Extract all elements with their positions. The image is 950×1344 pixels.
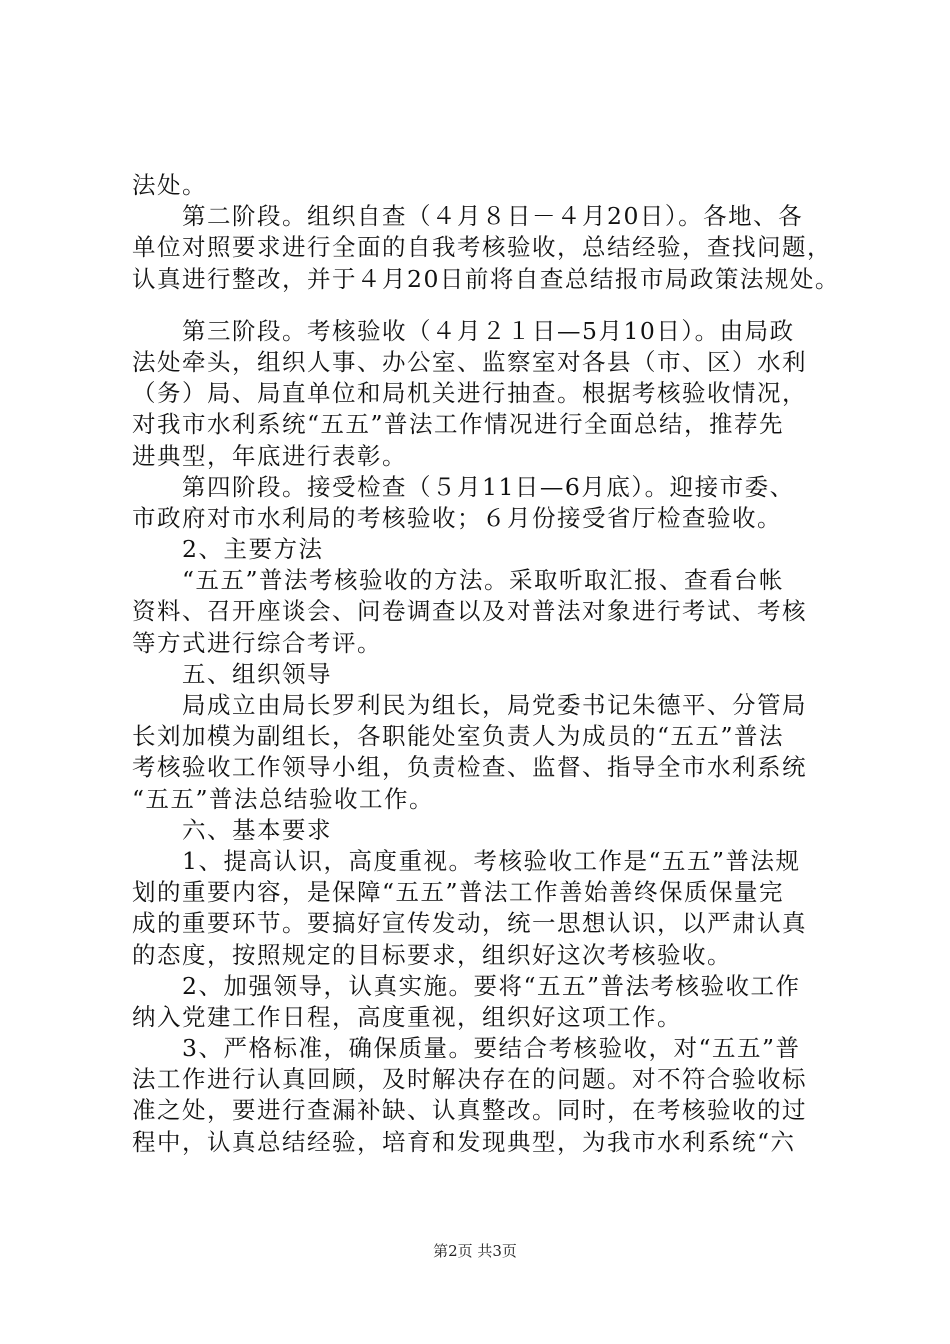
text-line: 六、基本要求 [132,815,332,844]
text-line: “五五”普法考核验收的方法。采取听取汇报、查看台帐 [132,566,785,595]
text-line: 2、加强领导，认真实施。要将“五五”普法考核验收工作 [132,971,801,1000]
text-line: 五、组织领导 [132,659,332,688]
text-line: 法处牵头，组织人事、办公室、监察室对各县（市、区）水利 [132,347,807,376]
text-line: 准之处，要进行查漏补缺、认真整改。同时，在考核验收的过 [132,1096,807,1125]
text-block-2 [132,316,832,1158]
text-line: 第二阶段。组织自查（４月８日－４月20日）。各地、各 [132,202,804,231]
text-line: 进典型，年底进行表彰。 [132,441,407,470]
text-line: 第四阶段。接受检查（５月11日—6月底）。迎接市委、 [132,472,795,501]
text-line: 2、主要方法 [132,535,324,564]
text-block-1 [132,170,840,295]
text-line: 市政府对市水利局的考核验收；６月份接受省厅检查验收。 [132,503,782,532]
text-line: （务）局、局直单位和局机关进行抽查。根据考核验收情况， [132,379,807,408]
text-line: 单位对照要求进行全面的自我考核验收，总结经验，查找问题， [132,233,832,262]
text-line: 等方式进行综合考评。 [132,628,382,657]
text-line: 的态度，按照规定的目标要求，组织好这次考核验收。 [132,940,732,969]
text-line: 划的重要内容，是保障“五五”普法工作善始善终保质保量完 [132,878,785,907]
text-line: 局成立由局长罗利民为组长，局党委书记朱德平、分管局 [132,691,807,719]
paragraph-gap [132,295,832,316]
text-line: 1、提高认识，高度重视。考核验收工作是“五五”普法规 [132,846,801,875]
text-line: 考核验收工作领导小组，负责检查、监督、指导全市水利系统 [132,753,807,782]
text-line: “五五”普法总结验收工作。 [132,784,435,813]
text-line: 对我市水利系统“五五”普法工作情况进行全面总结，推荐先 [132,410,785,439]
text-line: 3、严格标准，确保质量。要结合考核验收，对“五五”普 [132,1034,801,1063]
page-footer: 第2页 共3页 [433,1242,517,1260]
text-line: 纳入党建工作日程，高度重视，组织好这项工作。 [132,1002,682,1031]
text-line: 资料、召开座谈会、问卷调查以及对普法对象进行考试、考核 [132,597,807,626]
text-line: 法工作进行认真回顾，及时解决存在的问题。对不符合验收标 [132,1065,807,1094]
text-line: 长刘加模为副组长，各职能处室负责人为成员的“五五”普法 [132,722,785,751]
text-line: 程中，认真总结经验，培育和发现典型，为我市水利系统“六 [132,1127,796,1156]
text-line: 认真进行整改，并于４月20日前将自查总结报市局政策法规处。 [132,264,840,293]
text-line: 法处。 [132,171,207,199]
text-line: 成的重要环节。要搞好宣传发动，统一思想认识，以严肃认真 [132,909,807,938]
document-body [132,170,840,1158]
text-line: 第三阶段。考核验收（４月２１日—5月10日）。由局政 [132,316,795,345]
